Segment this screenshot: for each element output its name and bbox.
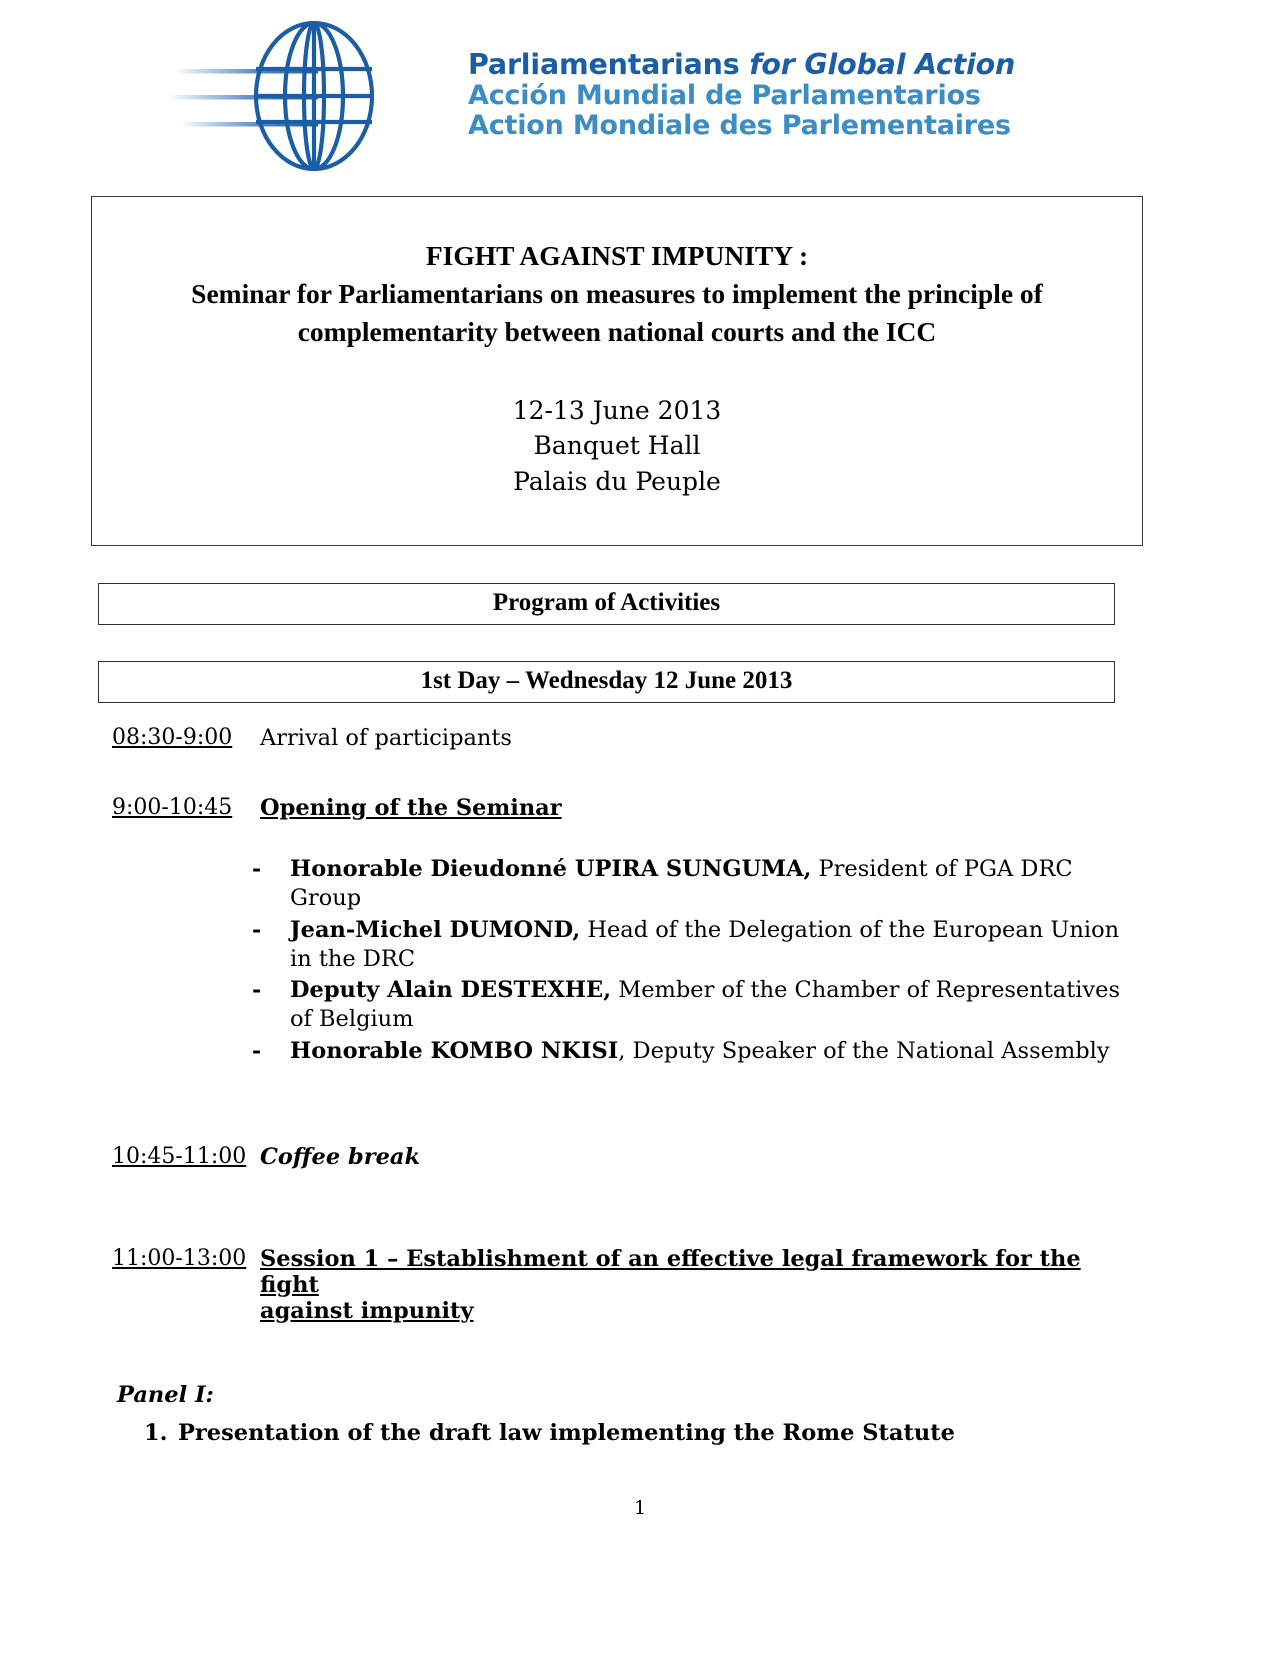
day-heading-bar: 1st Day – Wednesday 12 June 2013 bbox=[98, 661, 1115, 703]
spacer bbox=[112, 751, 1122, 795]
speaker-entry bbox=[290, 976, 1122, 1035]
schedule-time-coffee: 10:45-11:00 bbox=[112, 1143, 247, 1169]
org-name-english-prefix: Parliamentarians bbox=[468, 48, 750, 82]
speaker-entry bbox=[290, 916, 1122, 975]
schedule-list bbox=[112, 725, 1122, 1446]
panel-item-number: 1. bbox=[144, 1419, 168, 1446]
session1-line2: against impunity bbox=[260, 1297, 474, 1324]
speaker-role: President of PGA DRC Group bbox=[290, 856, 1073, 912]
event-title-line1: FIGHT AGAINST IMPUNITY : bbox=[425, 240, 809, 271]
schedule-row-arrival bbox=[112, 725, 1122, 751]
panel-block bbox=[112, 1382, 1122, 1446]
speaker-role: Head of the Delegation of the European Union in the DRC bbox=[290, 916, 1120, 972]
organization-name bbox=[468, 49, 1015, 141]
page-number: 1 bbox=[633, 1497, 647, 1519]
speaker-role: Member of the Chamber of Representatives of Belgium bbox=[290, 977, 1120, 1033]
event-title-box bbox=[91, 196, 1143, 546]
schedule-time-arrival: 08:30-9:00 bbox=[112, 725, 233, 750]
org-name-english bbox=[468, 49, 1015, 81]
bullet-dash: - bbox=[252, 856, 262, 882]
list-item bbox=[252, 855, 1122, 914]
speaker-role: , Deputy Speaker of the National Assembly bbox=[618, 1037, 1110, 1064]
speaker-entry bbox=[290, 1037, 1122, 1066]
panel-item-text: Presentation of the draft law implementing the Rome Statute bbox=[178, 1419, 955, 1446]
schedule-desc-coffee: Coffee break bbox=[260, 1143, 421, 1170]
event-venue-building: Palais du Peuple bbox=[513, 466, 721, 496]
schedule-desc-opening: Opening of the Seminar bbox=[260, 795, 562, 821]
session1-line1: Session 1 – Establishment of an effective legal framework for the fight bbox=[260, 1245, 1081, 1298]
panel-title: Panel I: bbox=[117, 1381, 214, 1408]
event-title bbox=[138, 237, 1096, 351]
schedule-desc-arrival: Arrival of participants bbox=[260, 725, 512, 751]
globe-icon bbox=[168, 21, 458, 171]
speaker-list bbox=[252, 855, 1122, 1066]
schedule-desc-session1 bbox=[254, 1246, 1122, 1324]
bullet-dash: - bbox=[252, 1037, 262, 1064]
speaker-name: Jean-Michel DUMOND, bbox=[290, 916, 581, 943]
schedule-row-session1 bbox=[112, 1246, 1122, 1324]
event-title-line3: complementarity between national courts and the ICC bbox=[297, 315, 937, 347]
speaker-name: Deputy Alain DESTEXHE, bbox=[290, 977, 612, 1003]
schedule-row-coffee bbox=[112, 1144, 1122, 1170]
speaker-entry bbox=[290, 855, 1122, 914]
spacer bbox=[112, 1170, 1122, 1246]
org-name-english-italic: for Global Action bbox=[749, 48, 1016, 82]
event-date: 12-13 June 2013 bbox=[512, 395, 722, 425]
schedule-time-opening: 9:00-10:45 bbox=[112, 795, 233, 820]
bullet-dash: - bbox=[252, 916, 262, 943]
bullet-dash: - bbox=[252, 977, 262, 1003]
org-name-spanish: Acción Mundial de Parlamentarios bbox=[468, 80, 981, 112]
spacer bbox=[112, 1068, 1122, 1144]
speaker-name: Honorable KOMBO NKISI bbox=[290, 1037, 619, 1064]
program-heading-bar: Program of Activities bbox=[98, 583, 1115, 625]
list-item bbox=[144, 1420, 1122, 1446]
schedule-row-opening bbox=[112, 795, 1122, 821]
event-venue-hall: Banquet Hall bbox=[533, 431, 701, 461]
speaker-name: Honorable Dieudonné UPIRA SUNGUMA, bbox=[290, 856, 812, 882]
event-title-line2: Seminar for Parliamentarians on measures to implement the principle of bbox=[191, 277, 1043, 309]
organization-header bbox=[0, 18, 1280, 173]
schedule-time-session1: 11:00-13:00 bbox=[112, 1245, 247, 1271]
org-name-french: Action Mondiale des Parlementaires bbox=[468, 110, 1011, 142]
list-item bbox=[252, 976, 1122, 1035]
list-item bbox=[252, 1037, 1122, 1066]
list-item bbox=[252, 916, 1122, 975]
event-details bbox=[92, 393, 1142, 500]
